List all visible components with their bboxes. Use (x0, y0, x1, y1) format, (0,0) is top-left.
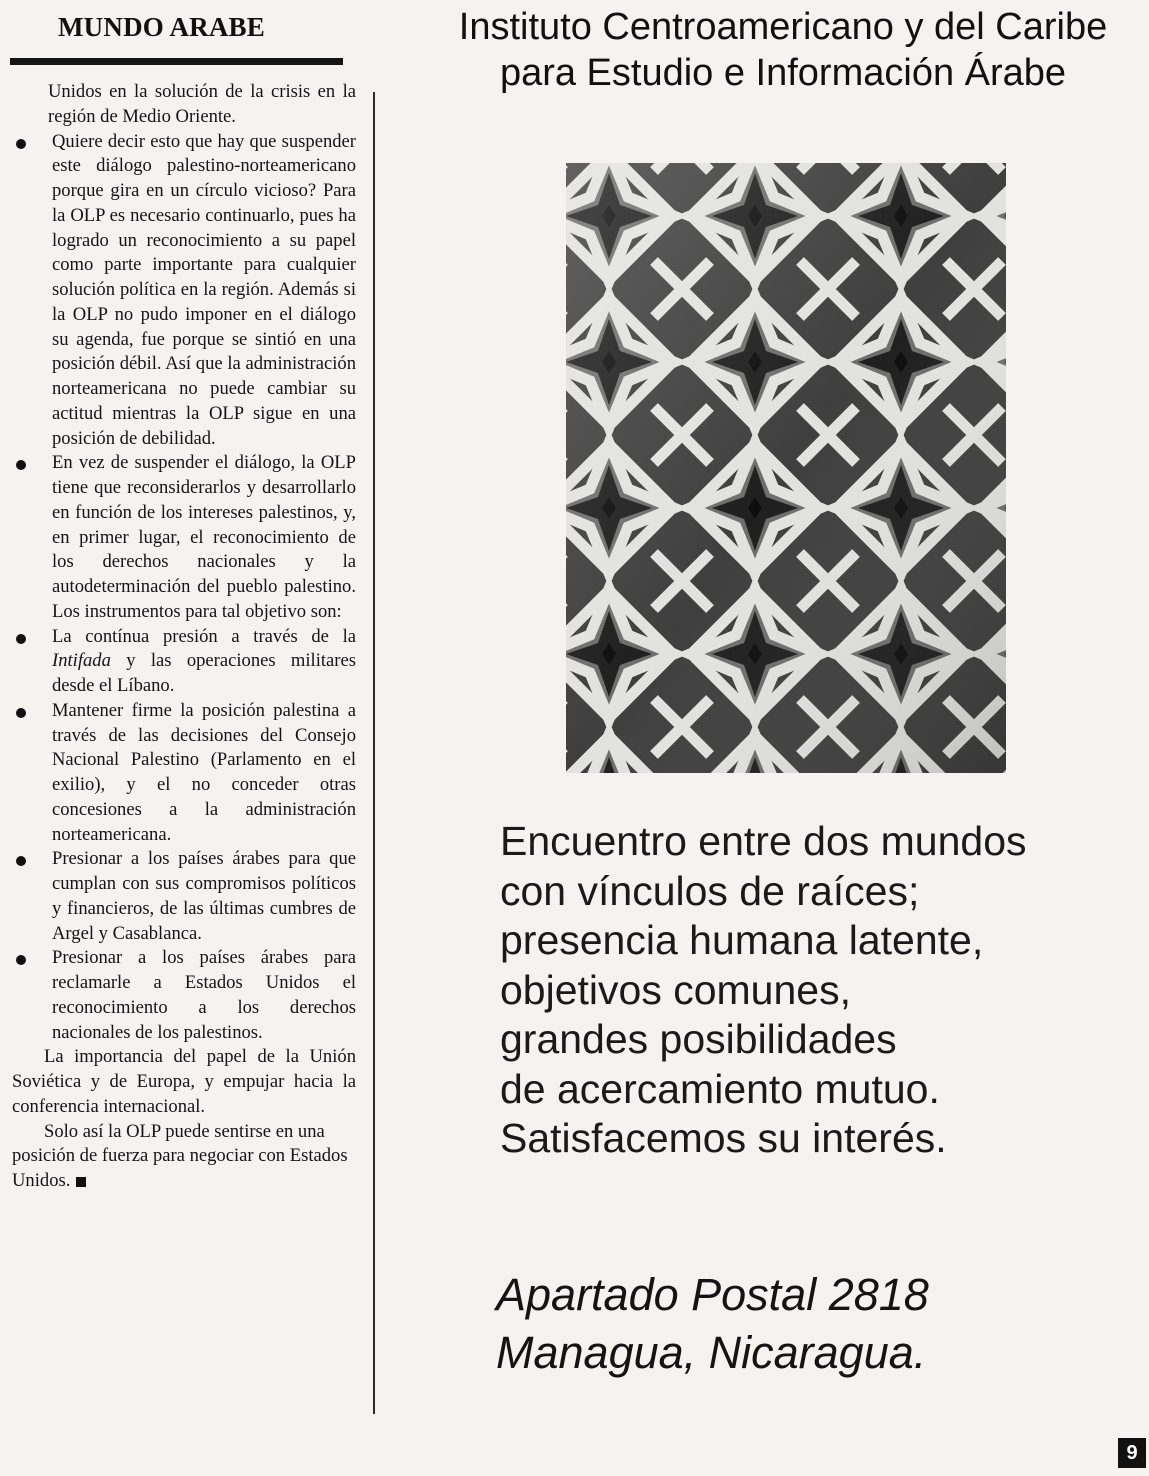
end-mark-icon (76, 1177, 86, 1187)
arabesque-tile-photo (566, 163, 1006, 773)
slogan-line: grandes posibilidades (500, 1016, 897, 1062)
bullet-item (12, 130, 356, 452)
bullet-item (12, 699, 356, 848)
page-number: 9 (1118, 1438, 1146, 1468)
bullet-text: En vez de suspender el diálogo, la OLP tiene que reconsiderarlos y desarrollarlo en función de los intereses palestinos, y, en primer lugar, el reconocimiento de los derechos nacionales y la autodeterminación del pueblo palestino. Los instrumentos para tal objetivo son: (52, 452, 356, 622)
postal-address (496, 1266, 929, 1382)
slogan-line: presencia humana latente, (500, 917, 984, 963)
bullet-item (12, 451, 356, 624)
bullet-icon (16, 856, 26, 866)
bullet-item (12, 625, 356, 699)
bullet-icon (16, 708, 26, 718)
institute-line: Instituto Centroamericano y del Caribe (458, 6, 1108, 48)
bullet-icon (16, 139, 26, 149)
bullet-icon (16, 955, 26, 965)
address-line: Managua, Nicaragua. (496, 1327, 927, 1378)
article-paragraph (12, 1120, 356, 1194)
bullet-text: Presionar a los países árabes para reclamarle a Estados Unidos el reconocimiento a los derechos nacionales de los palestinos. (52, 947, 356, 1043)
section-title: MUNDO ARABE (58, 12, 265, 42)
slogan-line: Satisfacemos su interés. (500, 1115, 947, 1161)
bullet-text: Quiere decir esto que hay que suspender este diálogo palestino-norteamericano porque gira en un círculo vicioso? Para la OLP es necesario continuarlo, pues ha logrado un reconocimiento a su papel como parte importante para cualquier solución política en la región. Además si la OLP no pudo imponer en el diálogo su agenda, fue porque se sintió en una posición débil. Así que la administración norteamericana no puede cambiar su actitud mientras la OLP sigue en una posición de debilidad. (52, 130, 356, 449)
bullet-item (12, 847, 356, 946)
article-paragraph: Unidos en la solución de la crisis en la región de Medio Oriente. (48, 81, 356, 127)
slogan-line: de acercamiento mutuo. (500, 1065, 940, 1112)
article-paragraph: La importancia del papel de la Unión Soviética y de Europa, y empujar hacia la conferencia internacional. (12, 1046, 356, 1117)
intifada-term: Intifada (52, 650, 111, 672)
article-body (12, 80, 356, 1194)
bullet-icon (16, 634, 26, 644)
slogan-line: con vínculos de raíces; (500, 867, 920, 914)
section-rule (10, 58, 343, 65)
bullet-text: Mantener firme la posición palestina a través de las decisiones del Consejo Nacional Palestino (Parlamento en el exilio), y el no conceder otras concesiones a la administración norteamericana. (52, 699, 356, 845)
institute-name (410, 4, 1149, 96)
closing-text: Solo así la OLP puede sentirse en una posición de fuerza para negociar con Estados Unidos. (12, 1120, 348, 1191)
bullet-text: y las operaciones militares desde el Líbano. (52, 650, 356, 696)
address-line: Apartado Postal 2818 (496, 1269, 929, 1320)
slogan-line: objetivos comunes, (500, 966, 851, 1013)
slogan-line: Encuentro entre dos mundos (500, 818, 1027, 864)
slogan (500, 817, 1027, 1164)
bullet-icon (16, 460, 26, 470)
bullet-text: Presionar a los países árabes para que cumplan con sus compromisos políticos y financieros, de las últimas cumbres de Argel y Casablanca. (52, 848, 356, 944)
bullet-text: La contínua presión a través de la (52, 625, 356, 647)
institute-line: para Estudio e Información Árabe (499, 52, 1067, 94)
bullet-item (12, 946, 356, 1045)
column-divider (373, 92, 375, 1414)
